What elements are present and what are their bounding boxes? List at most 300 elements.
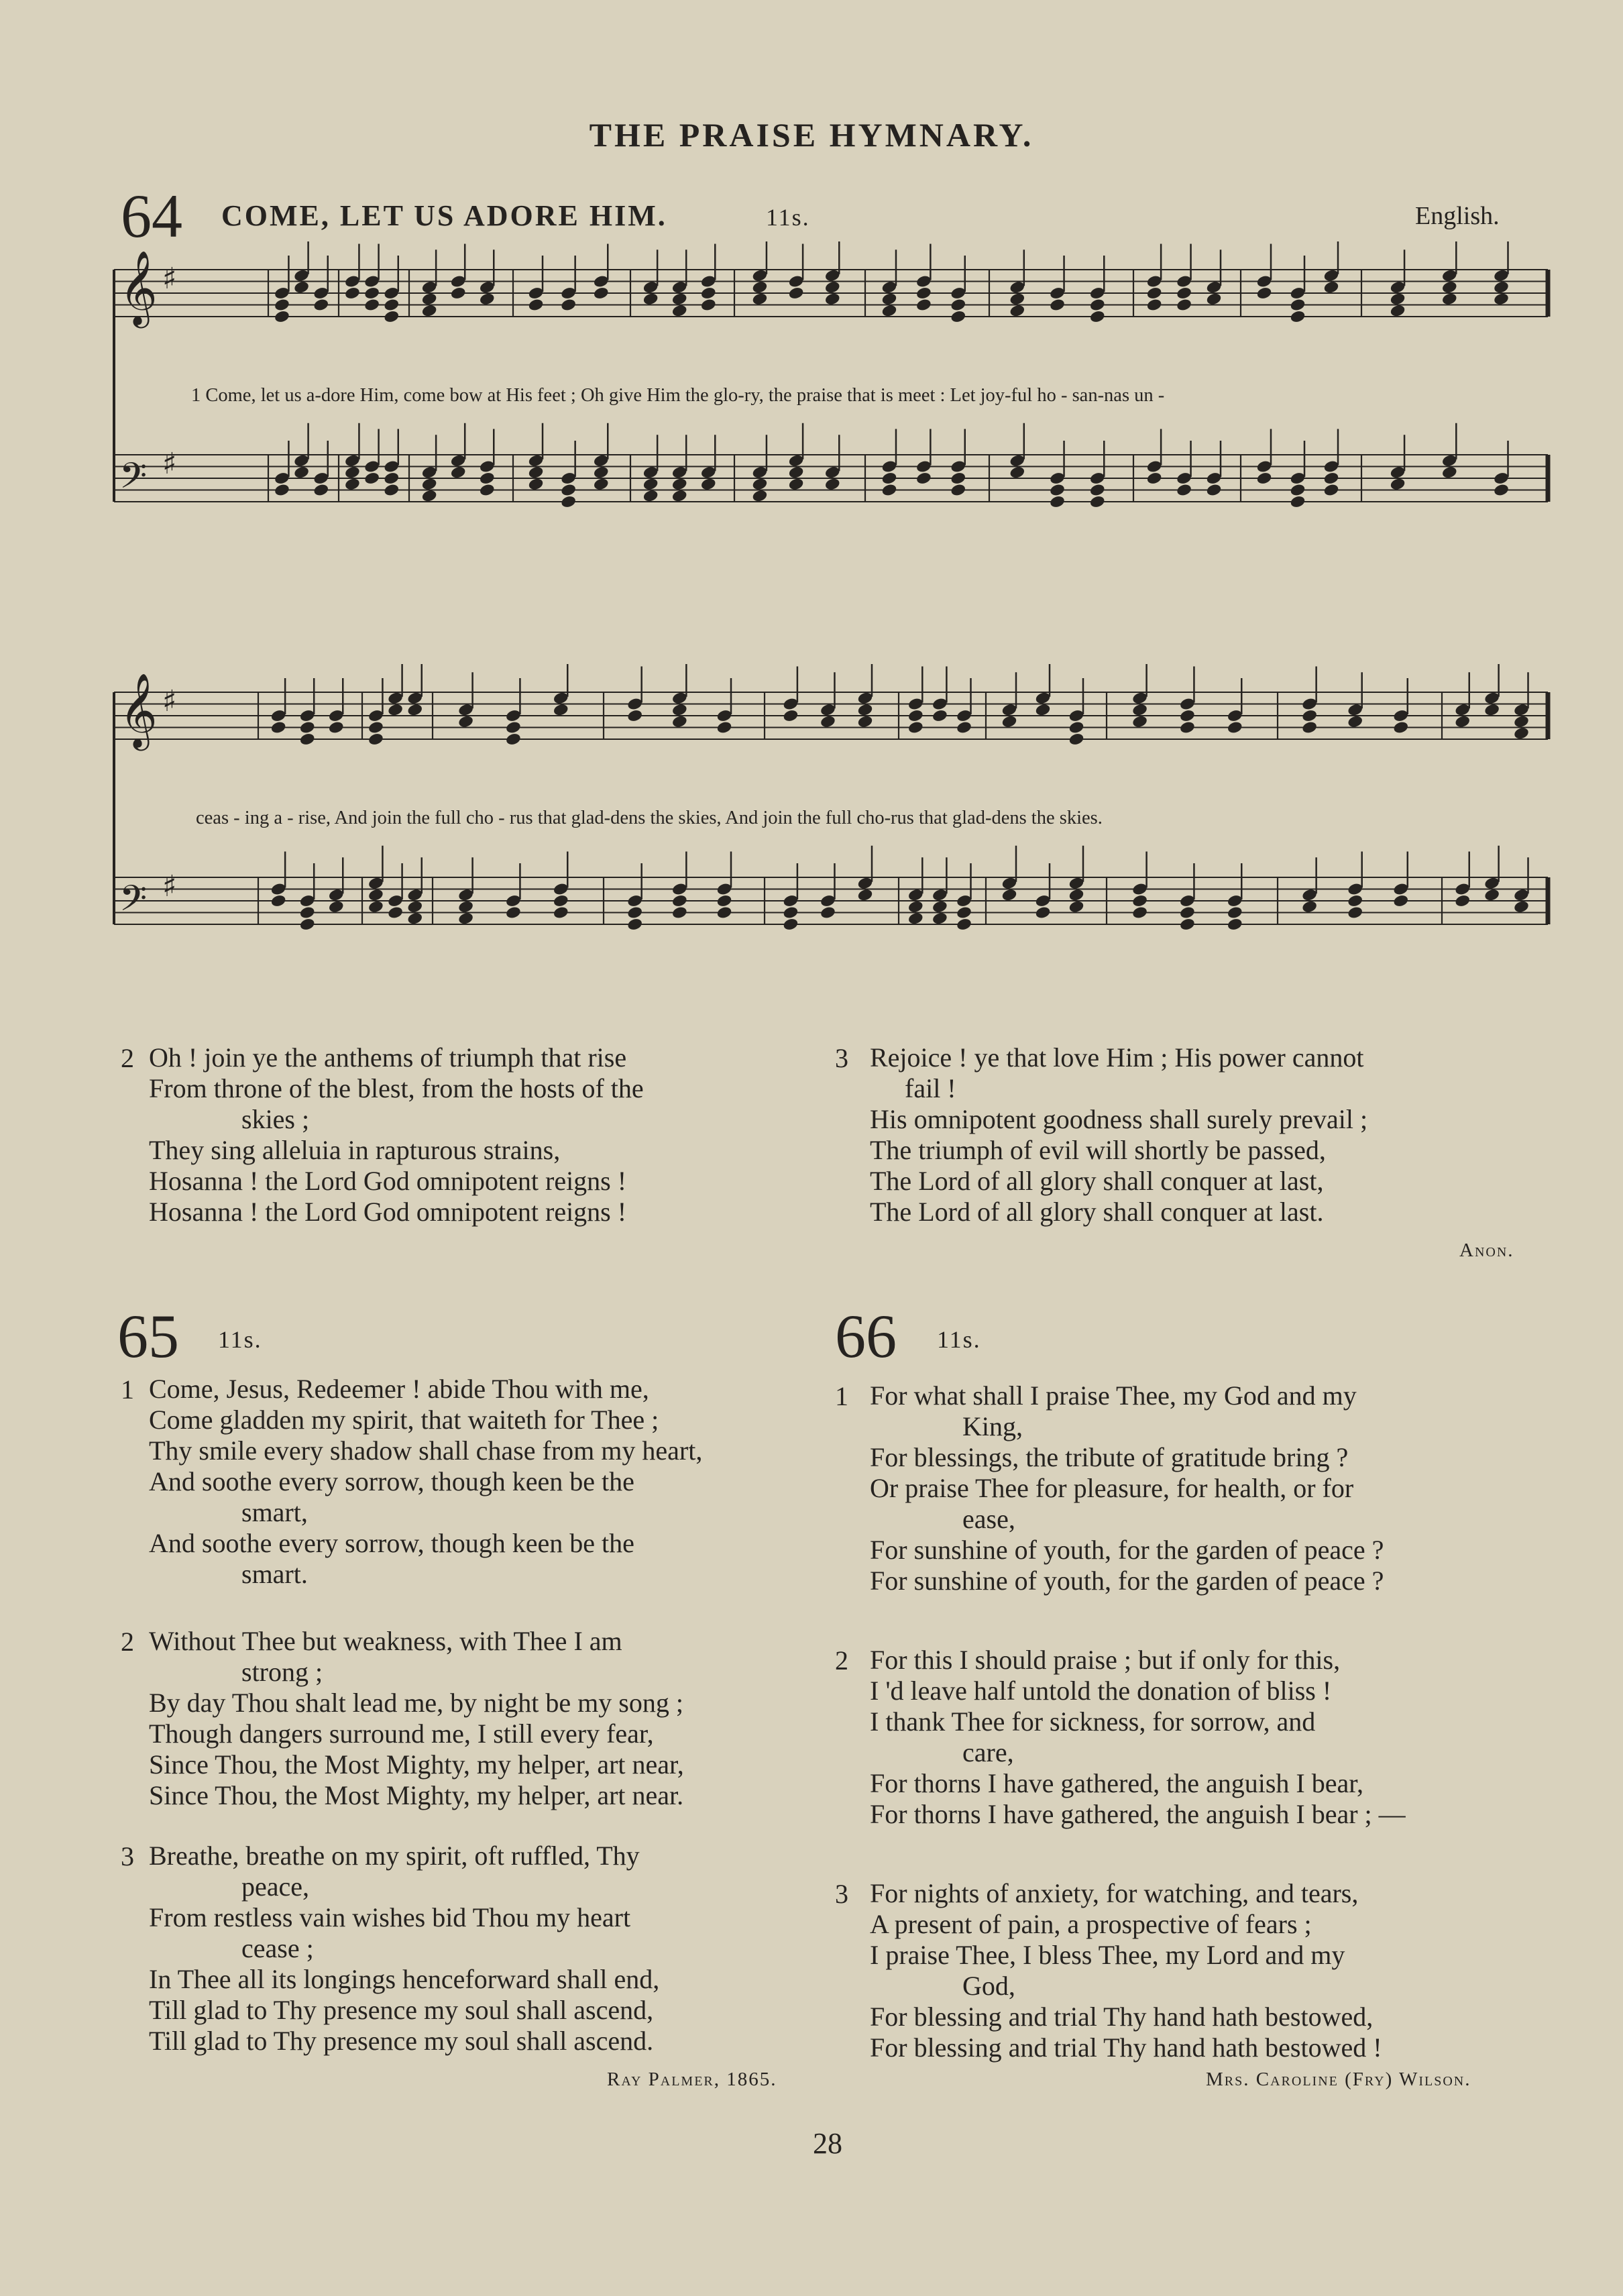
note-head: [1068, 876, 1085, 890]
note-head: [1390, 280, 1406, 294]
note-head: [274, 309, 290, 323]
note-head: [716, 893, 733, 908]
note-head: [1390, 466, 1406, 480]
note-head: [907, 697, 924, 711]
note-head: [1347, 703, 1363, 717]
note-head: [1227, 917, 1243, 931]
note-head: [1441, 280, 1458, 294]
note-head: [363, 459, 380, 474]
hymn-66-verse-2-number: 2: [835, 1645, 848, 1676]
verse-line: For what shall I praise Thee, my God and my: [870, 1380, 1357, 1411]
note-head: [328, 720, 345, 734]
note-head: [383, 309, 400, 323]
note-head: [626, 697, 643, 711]
note-head: [1301, 697, 1318, 711]
page-number: 28: [813, 2127, 842, 2160]
note-head: [1049, 286, 1066, 300]
note-head: [626, 906, 643, 920]
note-head: [1146, 459, 1163, 474]
note-head: [1035, 691, 1052, 705]
note-head: [328, 708, 345, 722]
note-head: [383, 298, 400, 312]
note-head: [406, 888, 423, 902]
verse-line: God,: [962, 1971, 1015, 2001]
note-head: [956, 893, 972, 908]
note-head: [450, 286, 467, 300]
verse-line: For blessings, the tribute of gratitude bring ?: [870, 1442, 1349, 1472]
note-head: [1227, 720, 1243, 734]
note-head: [1454, 882, 1471, 896]
note-head: [1009, 292, 1025, 306]
hymn-66-author: Mrs. Caroline (Fry) Wilson.: [1206, 2069, 1471, 2090]
note-head: [907, 720, 924, 734]
note-head: [293, 466, 310, 480]
note-head: [1392, 708, 1409, 722]
note-head: [560, 286, 577, 300]
hymn-65-number: 65: [117, 1302, 179, 1370]
note-head: [313, 471, 329, 485]
hymn-65-verse-2-number: 2: [121, 1627, 134, 1657]
note-head: [479, 483, 496, 497]
note-head: [824, 466, 841, 480]
note-head: [593, 286, 610, 300]
note-head: [1089, 309, 1106, 323]
note-head: [1068, 708, 1085, 722]
note-head: [344, 286, 361, 300]
note-head: [1068, 899, 1085, 914]
note-head: [450, 274, 467, 288]
note-head: [457, 912, 474, 926]
note-head: [907, 899, 924, 914]
note-head: [1001, 703, 1018, 717]
note-head: [1513, 726, 1530, 741]
note-head: [915, 459, 932, 474]
note-head: [387, 893, 404, 908]
verse-line: Though dangers surround me, I still every fear,: [149, 1718, 654, 1749]
verse-line: From restless vain wishes bid Thou my heart: [149, 1902, 631, 1932]
note-head: [1484, 691, 1500, 705]
verse-line: For sunshine of youth, for the garden of peace ?: [870, 1566, 1384, 1596]
note-head: [1513, 714, 1530, 728]
note-head: [1176, 483, 1192, 497]
verse-line: For nights of anxiety, for watching, and tears,: [870, 1878, 1359, 1908]
verse-line: cease ;: [241, 1933, 314, 1963]
note-head: [1179, 893, 1196, 908]
note-head: [1493, 483, 1510, 497]
note-head: [915, 286, 932, 300]
note-head: [406, 703, 423, 717]
verse-line: Since Thou, the Most Mighty, my helper, art near.: [149, 1780, 684, 1810]
note-head: [457, 888, 474, 902]
note-head: [383, 459, 400, 474]
note-head: [788, 453, 805, 468]
note-head: [274, 471, 290, 485]
note-head: [593, 274, 610, 288]
note-head: [421, 280, 438, 294]
note-head: [368, 720, 384, 734]
note-head: [1009, 466, 1025, 480]
note-head: [626, 917, 643, 931]
note-head: [1484, 888, 1500, 902]
note-head: [626, 893, 643, 908]
note-head: [1390, 304, 1406, 318]
note-head: [1206, 280, 1223, 294]
note-head: [1454, 714, 1471, 728]
note-head: [368, 708, 384, 722]
note-head: [857, 714, 874, 728]
note-head: [824, 477, 841, 491]
note-head: [1179, 708, 1196, 722]
note-head: [700, 298, 717, 312]
note-head: [593, 466, 610, 480]
note-head: [1146, 286, 1163, 300]
note-head: [1290, 309, 1306, 323]
note-head: [1179, 906, 1196, 920]
verse-line: Hosanna ! the Lord God omnipotent reigns !: [149, 1166, 627, 1196]
note-head: [383, 483, 400, 497]
note-head: [1256, 459, 1273, 474]
note-head: [1206, 483, 1223, 497]
verse-line: His omnipotent goodness shall surely prevail ;: [870, 1104, 1368, 1134]
note-head: [270, 882, 287, 896]
note-head: [593, 453, 610, 468]
note-head: [716, 906, 733, 920]
sharp-sign: ♯: [162, 447, 177, 481]
note-head: [950, 459, 966, 474]
note-head: [782, 917, 799, 931]
note-head: [553, 906, 569, 920]
note-head: [1131, 703, 1148, 717]
note-head: [857, 703, 874, 717]
underlay-line-2: ceas - ing a - rise, And join the full cho - rus that glad-dens the skies, And join the full cho-rus that glad-dens the skies.: [196, 808, 1103, 828]
bass-clef: 𝄢: [119, 878, 148, 928]
note-head: [824, 280, 841, 294]
note-head: [1392, 882, 1409, 896]
note-head: [328, 888, 345, 902]
note-head: [1484, 876, 1500, 890]
note-head: [553, 882, 569, 896]
verse-line: Till glad to Thy presence my soul shall ascend.: [149, 2026, 654, 2056]
hymn-64-tune-origin: English.: [1415, 202, 1500, 230]
note-head: [1206, 471, 1223, 485]
note-head: [1089, 483, 1106, 497]
note-head: [421, 292, 438, 306]
note-head: [824, 292, 841, 306]
note-head: [528, 477, 545, 491]
note-head: [1001, 714, 1018, 728]
note-head: [671, 477, 688, 491]
note-head: [1068, 888, 1085, 902]
hymn-65-verse-3-number: 3: [121, 1841, 134, 1871]
note-head: [328, 899, 345, 914]
hymn-65-verse-3: [149, 1841, 659, 2057]
note-head: [313, 286, 329, 300]
verse-line: Till glad to Thy presence my soul shall ascend,: [149, 1995, 654, 2025]
note-head: [1347, 906, 1363, 920]
note-head: [1347, 882, 1363, 896]
note-head: [907, 888, 924, 902]
verse-line: Oh ! join ye the anthems of triumph that rise: [149, 1042, 627, 1073]
verse-line: King,: [962, 1411, 1023, 1441]
note-head: [363, 274, 380, 288]
note-head: [642, 292, 659, 306]
note-head: [505, 893, 522, 908]
note-head: [950, 483, 966, 497]
verse-line: I 'd leave half untold the donation of bliss !: [870, 1676, 1332, 1706]
note-head: [1131, 906, 1148, 920]
note-head: [671, 893, 688, 908]
note-head: [671, 882, 688, 896]
verse-line: I thank Thee for sickness, for sorrow, and: [870, 1706, 1316, 1737]
note-head: [457, 714, 474, 728]
note-head: [1493, 471, 1510, 485]
note-head: [313, 298, 329, 312]
verse-line: The Lord of all glory shall conquer at last.: [870, 1197, 1324, 1227]
verse-line: peace,: [241, 1871, 310, 1902]
note-head: [274, 483, 290, 497]
note-head: [344, 453, 361, 468]
note-head: [344, 466, 361, 480]
verse-line: For this I should praise ; but if only for this,: [870, 1645, 1341, 1675]
verse-line: Breathe, breathe on my spirit, oft ruffled, Thy: [149, 1841, 640, 1871]
note-head: [820, 714, 836, 728]
note-head: [642, 477, 659, 491]
note-head: [363, 471, 380, 485]
hymn-65-meter: 11s.: [218, 1326, 262, 1353]
note-head: [1089, 298, 1106, 312]
note-head: [751, 268, 768, 282]
note-head: [479, 292, 496, 306]
note-head: [1256, 471, 1273, 485]
hymn-65-verse-1: [149, 1374, 702, 1590]
note-head: [820, 893, 836, 908]
note-head: [671, 466, 688, 480]
note-head: [1513, 888, 1530, 902]
hymn-65-verse-1-number: 1: [121, 1374, 134, 1405]
verse-line: For sunshine of youth, for the garden of peace ?: [870, 1535, 1384, 1565]
note-head: [751, 489, 768, 503]
note-head: [1176, 286, 1192, 300]
note-head: [1454, 703, 1471, 717]
note-head: [950, 286, 966, 300]
note-head: [1301, 899, 1318, 914]
hymn-64-number: 64: [121, 182, 182, 250]
hymn-66-verse-2: [870, 1645, 1406, 1830]
note-head: [528, 298, 545, 312]
note-head: [553, 691, 569, 705]
note-head: [293, 453, 310, 468]
note-head: [560, 471, 577, 485]
note-head: [1301, 720, 1318, 734]
note-head: [700, 477, 717, 491]
note-head: [1441, 453, 1458, 468]
note-head: [1513, 703, 1530, 717]
treble-clef: 𝄞: [119, 250, 158, 325]
note-head: [406, 691, 423, 705]
note-head: [1290, 471, 1306, 485]
note-head: [1009, 453, 1025, 468]
note-head: [1146, 274, 1163, 288]
note-head: [1176, 274, 1192, 288]
hymn-64-meter: 11s.: [766, 204, 810, 231]
note-head: [700, 286, 717, 300]
note-head: [881, 292, 898, 306]
verse-line: Come gladden my spirit, that waiteth for Thee ;: [149, 1405, 659, 1435]
note-head: [1176, 471, 1192, 485]
note-head: [457, 703, 474, 717]
hymn-64-title: COME, LET US ADORE HIM.: [221, 199, 667, 232]
note-head: [671, 292, 688, 306]
note-head: [857, 876, 874, 890]
note-head: [700, 466, 717, 480]
note-head: [1049, 298, 1066, 312]
note-head: [626, 708, 643, 722]
note-head: [1089, 286, 1106, 300]
note-head: [1035, 893, 1052, 908]
note-head: [1392, 893, 1409, 908]
note-head: [1323, 459, 1340, 474]
hymn-66-verse-1: [870, 1380, 1384, 1596]
verse-line: ease,: [962, 1504, 1015, 1534]
note-head: [932, 888, 948, 902]
note-head: [1290, 286, 1306, 300]
hymn-66-verse-3-number: 3: [835, 1879, 848, 1909]
verse-line: For thorns I have gathered, the anguish I bear,: [870, 1768, 1363, 1798]
note-head: [881, 280, 898, 294]
note-head: [1227, 708, 1243, 722]
note-head: [1009, 280, 1025, 294]
hymn-64-author: Anon.: [1459, 1240, 1514, 1261]
note-head: [1256, 286, 1273, 300]
note-head: [1206, 292, 1223, 306]
verse-line: smart.: [241, 1559, 308, 1589]
verse-line: For blessing and trial Thy hand hath bestowed !: [870, 2032, 1382, 2063]
note-head: [1392, 720, 1409, 734]
note-head: [820, 703, 836, 717]
note-head: [782, 893, 799, 908]
note-head: [751, 292, 768, 306]
note-head: [344, 274, 361, 288]
note-head: [932, 912, 948, 926]
note-head: [1089, 471, 1106, 485]
note-head: [1290, 494, 1306, 508]
note-head: [956, 720, 972, 734]
note-head: [1009, 304, 1025, 318]
note-head: [857, 691, 874, 705]
note-head: [820, 906, 836, 920]
note-head: [671, 703, 688, 717]
verse-line: In Thee all its longings henceforward shall end,: [149, 1964, 660, 1994]
verse-line: Hosanna ! the Lord God omnipotent reigns !: [149, 1197, 627, 1227]
note-head: [1131, 882, 1148, 896]
sharp-sign: ♯: [162, 262, 177, 296]
hymn-64-verse-2: [149, 1042, 644, 1227]
note-head: [1441, 268, 1458, 282]
note-head: [1323, 471, 1340, 485]
note-head: [528, 453, 545, 468]
note-head: [1256, 274, 1273, 288]
note-head: [1441, 466, 1458, 480]
note-head: [1001, 888, 1018, 902]
verse-line: The triumph of evil will shortly be passed,: [870, 1135, 1326, 1165]
verse-line: A present of pain, a prospective of fears ;: [870, 1909, 1312, 1939]
note-head: [299, 893, 316, 908]
note-head: [560, 494, 577, 508]
note-head: [450, 466, 467, 480]
note-head: [1441, 292, 1458, 306]
note-head: [956, 708, 972, 722]
note-head: [1493, 292, 1510, 306]
note-head: [344, 477, 361, 491]
note-head: [950, 471, 966, 485]
note-head: [857, 888, 874, 902]
note-head: [387, 906, 404, 920]
verse-line: The Lord of all glory shall conquer at last,: [870, 1166, 1324, 1196]
note-head: [299, 906, 316, 920]
verse-line: skies ;: [241, 1104, 310, 1134]
verse-line: They sing alleluia in rapturous strains,: [149, 1135, 561, 1165]
sharp-sign: ♯: [162, 684, 177, 718]
verse-line: fail !: [905, 1073, 956, 1103]
note-head: [915, 274, 932, 288]
note-head: [915, 471, 932, 485]
note-head: [1227, 906, 1243, 920]
hymn-66-meter: 11s.: [937, 1326, 981, 1353]
verse-line: smart,: [241, 1497, 308, 1527]
note-head: [716, 882, 733, 896]
note-head: [368, 899, 384, 914]
note-head: [299, 708, 316, 722]
verse-line: Come, Jesus, Redeemer ! abide Thou with me,: [149, 1374, 649, 1404]
note-head: [421, 477, 438, 491]
note-head: [1323, 280, 1340, 294]
verse-line: Or praise Thee for pleasure, for health, or for: [870, 1473, 1354, 1503]
note-head: [368, 732, 384, 746]
note-head: [1001, 876, 1018, 890]
note-head: [293, 268, 310, 282]
hymn-64-verse-2-number: 2: [121, 1043, 134, 1073]
note-head: [421, 304, 438, 318]
note-head: [950, 309, 966, 323]
note-head: [1049, 483, 1066, 497]
note-head: [505, 732, 522, 746]
note-head: [881, 483, 898, 497]
note-head: [1390, 477, 1406, 491]
verse-line: strong ;: [241, 1657, 323, 1687]
note-head: [363, 286, 380, 300]
note-head: [1290, 483, 1306, 497]
note-head: [950, 298, 966, 312]
verse-line: Thy smile every shadow shall chase from my heart,: [149, 1435, 703, 1466]
note-head: [1068, 732, 1085, 746]
note-head: [671, 691, 688, 705]
note-head: [368, 876, 384, 890]
note-head: [274, 298, 290, 312]
note-head: [270, 720, 287, 734]
note-head: [505, 708, 522, 722]
treble-clef: 𝄞: [119, 672, 158, 748]
verse-line: Since Thou, the Most Mighty, my helper, art near,: [149, 1749, 684, 1780]
note-head: [387, 703, 404, 717]
note-head: [881, 471, 898, 485]
note-head: [406, 912, 423, 926]
note-head: [642, 489, 659, 503]
note-head: [505, 720, 522, 734]
note-head: [421, 489, 438, 503]
note-head: [1390, 292, 1406, 306]
note-head: [383, 471, 400, 485]
note-head: [1513, 899, 1530, 914]
